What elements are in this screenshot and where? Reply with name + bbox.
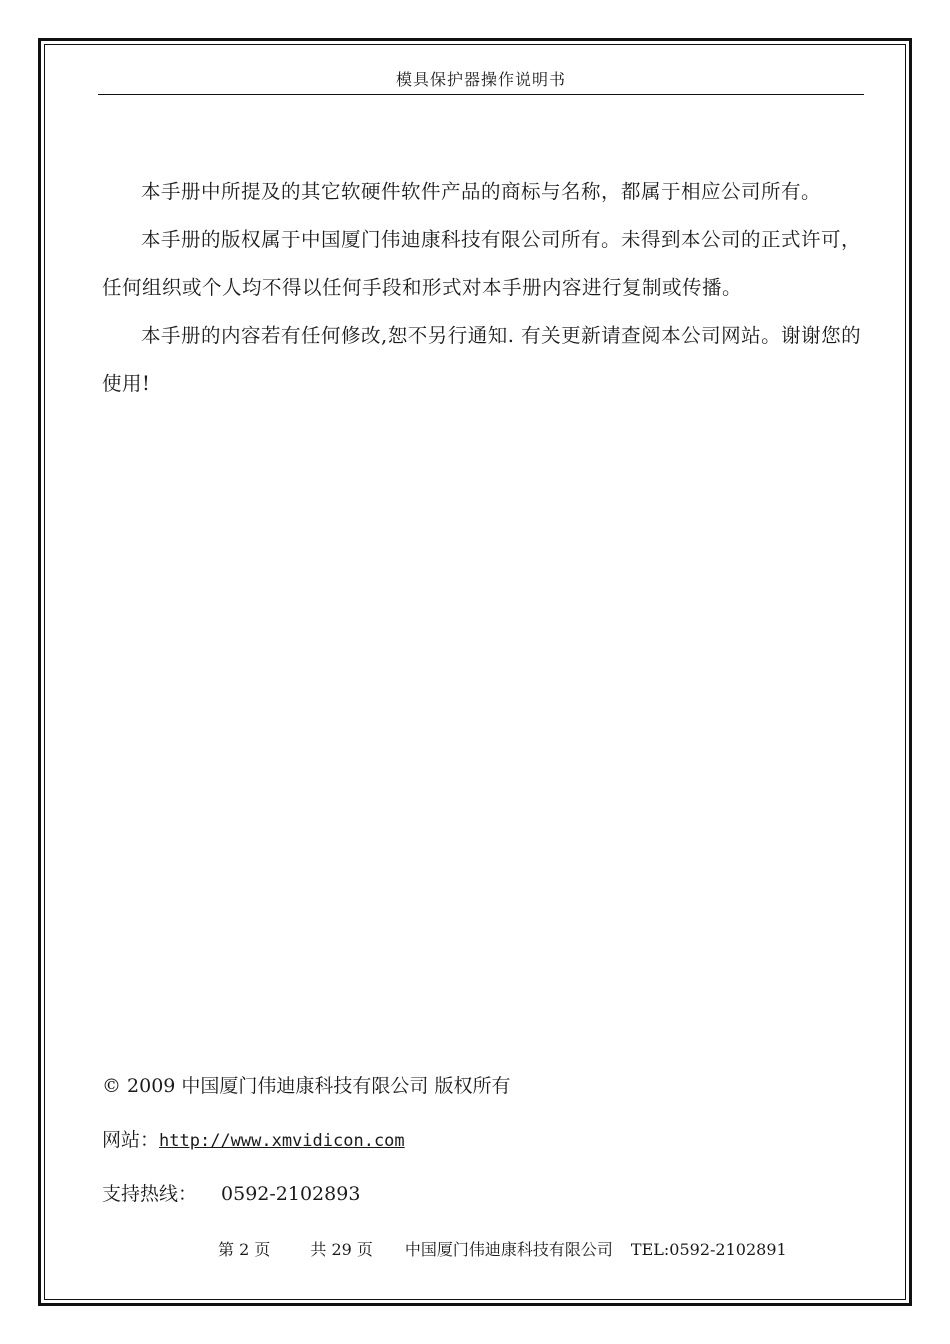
copyright-line: © 2009 中国厦门伟迪康科技有限公司 版权所有: [102, 1075, 511, 1097]
website-line: [102, 1120, 862, 1174]
paragraph-trademarks: 本手册中所提及的其它软硬件软件产品的商标与名称，都属于相应公司所有。: [141, 180, 822, 203]
hotline-line: [102, 1174, 862, 1228]
info-block: [102, 1066, 862, 1228]
hotline-value: 0592-2102893: [221, 1183, 361, 1205]
body-text: [102, 168, 862, 408]
paragraph-copyright: 本手册的版权属于中国厦门伟迪康科技有限公司所有。未得到本公司的正式许可，任何组织或个人均不得以任何手段和形式对本手册内容进行复制或传播。: [102, 228, 862, 299]
footer-page-number: 第 2 页: [218, 1240, 271, 1259]
header-rule: [98, 94, 864, 95]
website-label: 网站：: [102, 1129, 160, 1151]
header-title: 模具保护器操作说明书: [395, 70, 566, 89]
page-footer: [218, 1238, 858, 1262]
footer-company: 中国厦门伟迪康科技有限公司: [404, 1240, 613, 1259]
paragraph-notice: 本手册的内容若有任何修改,恕不另行通知. 有关更新请查阅本公司网站。谢谢您的使用!: [102, 324, 862, 395]
website-link[interactable]: http://www.xmvidicon.com: [159, 1131, 405, 1151]
footer-total-pages: 共 29 页: [310, 1240, 373, 1259]
footer-tel: TEL:0592-2102891: [630, 1240, 787, 1259]
hotline-label: 支持热线：: [102, 1183, 198, 1205]
